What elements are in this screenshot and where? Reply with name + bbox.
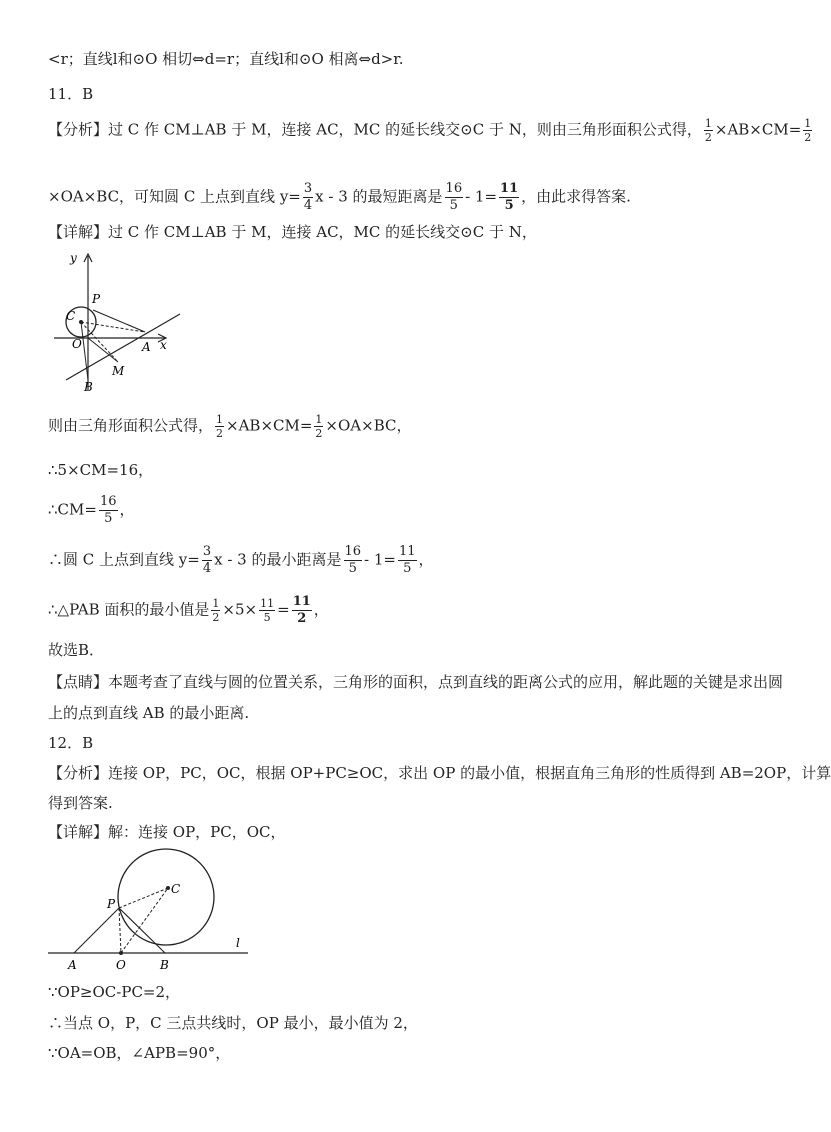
analysis-11: 【分析】过 C 作 CM⊥AB 于 M，连接 AC，MC 的延长线交⊙C 于 N，则由三角形面积公式得， $\frac{1}{2}$ ×AB×CM= $\frac{1}{2}$ (48, 117, 812, 144)
analysis-11-cont: ×OA×BC，可知圆 C 上点到直线 y= $\frac{3}{4}$ x - 3 的最短距离是 $\frac{16}{5}$ - 1= $\frac{11}{5}$ ，由此求得答案. (48, 181, 631, 213)
detail-12: 【详解】解：连接 OP，PC，OC， (48, 823, 286, 841)
answer-11: 11．B (48, 85, 94, 103)
label-P: P (107, 897, 116, 911)
comment-11: 【点睛】本题考查了直线与圆的位置关系，三角形的面积，点到直线的距离公式的应用，解此题的关键是求出圆 (48, 673, 784, 691)
label-y: y (70, 251, 77, 265)
label-C: C (171, 882, 181, 896)
label-P: P (92, 292, 101, 306)
label-A: A (142, 340, 151, 354)
answer-12: 12．B (48, 734, 94, 752)
label-M: M (112, 364, 125, 378)
area-formula: 则由三角形面积公式得， $\frac{1}{2}$ ×AB×CM= $\frac{1}{2}$ ×OA×BC， (48, 413, 412, 440)
label-B: B (84, 380, 93, 394)
text-line: <r；直线l和⊙O 相切⇔d=r；直线l和⊙O 相离⇔d>r. (48, 50, 404, 68)
step-line: ∴CM= $\frac{16}{5}$ ， (48, 494, 135, 526)
step-line: ∵OP≥OC-PC=2， (48, 983, 181, 1001)
step-line: ∴5×CM=16， (48, 461, 154, 479)
comment-11-cont: 上的点到直线 AB 的最小距离. (48, 704, 250, 722)
step-line: ∴△PAB 面积的最小值是 $\frac{1}{2}$ ×5× $\frac{11}{5}$ = $\frac{11}{2}$ ， (48, 594, 329, 626)
label-O: O (116, 958, 126, 972)
step-line: ∵OA=OB，∠APB=90°， (48, 1044, 231, 1062)
choice-line: 故选B． (48, 641, 105, 659)
figure-2-diagram (44, 845, 254, 970)
step-line: ∴圆 C 上点到直线 y= $\frac{3}{4}$ x - 3 的最小距离是 $\frac{16}{5}$ - 1= $\frac{11}{5}$ ， (48, 544, 434, 576)
analysis-12: 【分析】连接 OP，PC，OC，根据 OP+PC≥OC，求出 OP 的最小值，根据直角三角形的性质得到 AB=2OP，计算 (48, 764, 831, 782)
label-x: x (160, 338, 167, 352)
figure-1-diagram (48, 250, 198, 395)
label-C: C (66, 309, 76, 323)
label-O: O (72, 337, 82, 351)
step-line: ∴当点 O，P，C 三点共线时，OP 最小，最小值为 2， (48, 1014, 418, 1032)
label-A: A (68, 958, 77, 972)
detail-11: 【详解】过 C 作 CM⊥AB 于 M，连接 AC，MC 的延长线交⊙C 于 N， (48, 223, 537, 241)
label-B: B (160, 958, 169, 972)
analysis-12-cont: 得到答案. (48, 794, 113, 812)
label-l: l (236, 936, 240, 950)
